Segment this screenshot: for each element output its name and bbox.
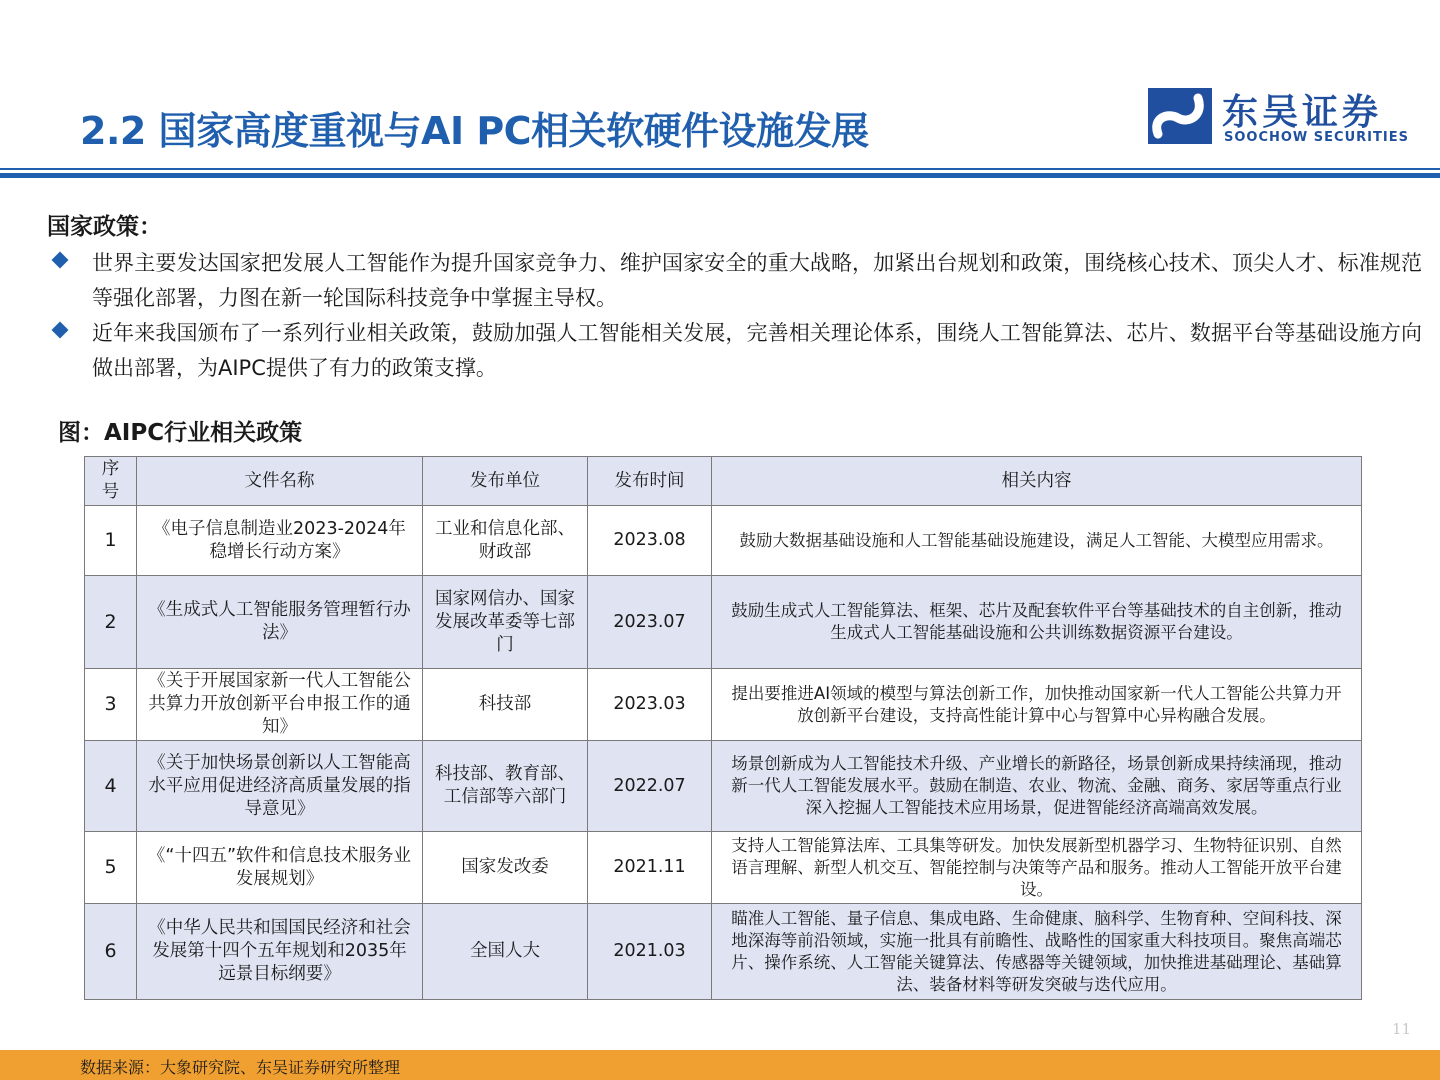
brand-logo (1148, 84, 1409, 148)
cell-date: 2022.07 (588, 741, 712, 832)
policy-table (84, 456, 1362, 1000)
table-row (85, 669, 1362, 741)
cell-name: 《中华人民共和国国民经济和社会发展第十四个五年规划和2035年远景目标纲要》 (137, 904, 423, 1000)
cell-name: 《电子信息制造业2023-2024年稳增长行动方案》 (137, 506, 423, 576)
page-number: 11 (1392, 1020, 1412, 1038)
diamond-bullet-icon (52, 252, 69, 269)
logo-chinese-text: 东吴证券 (1222, 92, 1383, 133)
cell-issuer: 工业和信息化部、财政部 (423, 506, 588, 576)
footer-bar (0, 1050, 1440, 1080)
cell-issuer: 全国人大 (423, 904, 588, 1000)
cell-issuer: 国家发改委 (423, 832, 588, 904)
table-row (85, 576, 1362, 669)
header-divider-thick (0, 173, 1440, 178)
header-cell-content: 相关内容 (712, 457, 1362, 506)
table-row (85, 832, 1362, 904)
cell-no: 1 (85, 506, 137, 576)
cell-name: 《生成式人工智能服务管理暂行办法》 (137, 576, 423, 669)
header-cell-issuer: 发布单位 (423, 457, 588, 506)
cell-date: 2023.03 (588, 669, 712, 741)
cell-content: 鼓励大数据基础设施和人工智能基础设施建设，满足人工智能、大模型应用需求。 (712, 506, 1362, 576)
cell-name: 《“十四五”软件和信息技术服务业发展规划》 (137, 832, 423, 904)
header-divider-thin (0, 168, 1440, 170)
header-cell-name: 文件名称 (137, 457, 423, 506)
bullet-text: 世界主要发达国家把发展人工智能作为提升国家竞争力、维护国家安全的重大战略，加紧出台规划和政策，围绕核心技术、顶尖人才、标准规范等强化部署，力图在新一轮国际科技竞争中掌握主导权。 (92, 251, 1422, 310)
header-cell-no: 序号 (85, 457, 137, 506)
cell-date: 2021.11 (588, 832, 712, 904)
diamond-bullet-icon (52, 322, 69, 339)
logo-mark-icon (1148, 88, 1212, 144)
cell-name: 《关于加快场景创新以人工智能高水平应用促进经济高质量发展的指导意见》 (137, 741, 423, 832)
cell-content: 支持人工智能算法库、工具集等研发。加快发展新型机器学习、生物特征识别、自然语言理解、新型人机交互、智能控制与决策等产品和服务。推动人工智能开放平台建设。 (712, 832, 1362, 904)
cell-no: 4 (85, 741, 137, 832)
logo-english-text: SOOCHOW SECURITIES (1224, 130, 1409, 145)
cell-content: 提出要推进AI领域的模型与算法创新工作，加快推动国家新一代人工智能公共算力开放创新平台建设，支持高性能计算中心与智算中心异构融合发展。 (712, 669, 1362, 741)
page-title: 2.2 国家高度重视与AI PC相关软硬件设施发展 (80, 109, 869, 153)
bullet-text: 近年来我国颁布了一系列行业相关政策，鼓励加强人工智能相关发展，完善相关理论体系，围绕人工智能算法、芯片、数据平台等基础设施方向做出部署，为AIPC提供了有力的政策支撑。 (92, 321, 1422, 380)
section-heading: 国家政策： (47, 214, 162, 240)
cell-no: 6 (85, 904, 137, 1000)
cell-date: 2023.08 (588, 506, 712, 576)
cell-content: 场景创新成为人工智能技术升级、产业增长的新路径，场景创新成果持续涌现，推动新一代人工智能发展水平。鼓励在制造、农业、物流、金融、商务、家居等重点行业深入挖掘人工智能技术应用场景，促进智能经济高端高效发展。 (712, 741, 1362, 832)
cell-content: 瞄准人工智能、量子信息、集成电路、生命健康、脑科学、生物育种、空间科技、深地深海等前沿领域，实施一批具有前瞻性、战略性的国家重大科技项目。聚焦高端芯片、操作系统、人工智能关键算法、传感器等关键领域，加快推进基础理论、基础算法、装备材料等研发突破与迭代应用。 (712, 904, 1362, 1000)
cell-date: 2021.03 (588, 904, 712, 1000)
cell-issuer: 科技部 (423, 669, 588, 741)
table-row (85, 506, 1362, 576)
cell-no: 5 (85, 832, 137, 904)
header-cell-date: 发布时间 (588, 457, 712, 506)
table-row (85, 741, 1362, 832)
figure-title: 图：AIPC行业相关政策 (58, 420, 303, 446)
cell-date: 2023.07 (588, 576, 712, 669)
cell-no: 2 (85, 576, 137, 669)
cell-no: 3 (85, 669, 137, 741)
data-source-note: 数据来源：大象研究院、东吴证券研究所整理 (80, 1058, 401, 1077)
cell-content: 鼓励生成式人工智能算法、框架、芯片及配套软件平台等基础技术的自主创新，推动生成式人工智能基础设施和公共训练数据资源平台建设。 (712, 576, 1362, 669)
table-row (85, 904, 1362, 1000)
cell-issuer: 科技部、教育部、工信部等六部门 (423, 741, 588, 832)
table-header-row (85, 457, 1362, 506)
cell-name: 《关于开展国家新一代人工智能公共算力开放创新平台申报工作的通知》 (137, 669, 423, 741)
cell-issuer: 国家网信办、国家发展改革委等七部门 (423, 576, 588, 669)
